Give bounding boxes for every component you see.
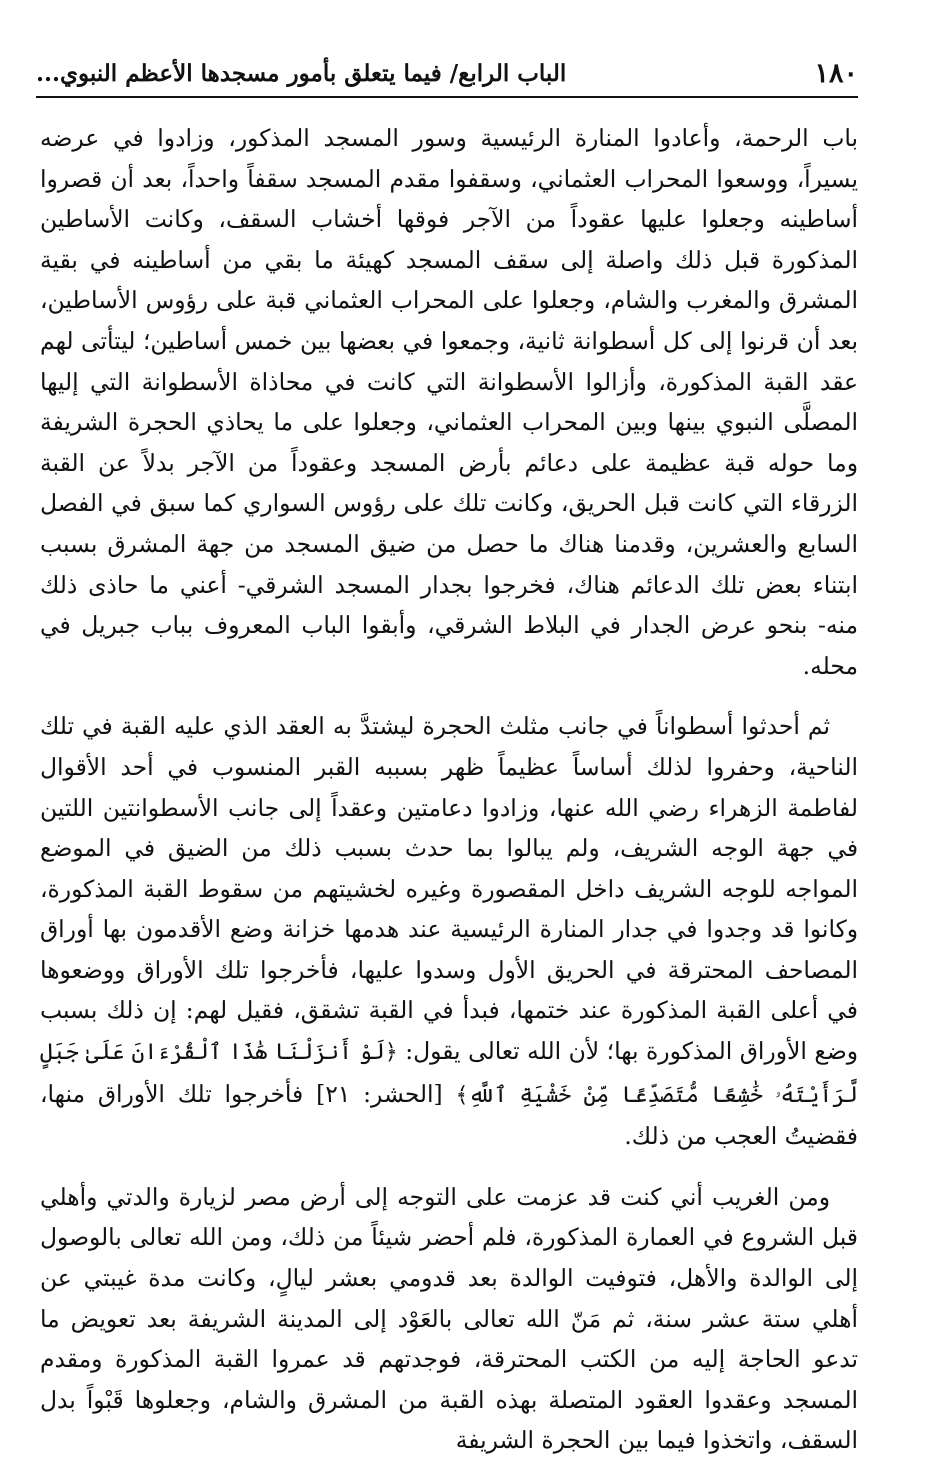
page-number: ١٨٠ [814, 58, 858, 89]
page-header [36, 50, 858, 98]
quran-verse: ﴿لَوْ أَنزَلْنَا هَٰذَا ٱلْقُرْءَانَ عَلَىٰ جَبَلٍ لَّرَأَيْتَهُۥ خَٰشِعًا مُّتَصَدِّعًا مِّنْ خَشْيَةِ ٱللَّهِ﴾ [40, 1040, 859, 1108]
verse-citation: [الحشر: ٢١] [316, 1079, 443, 1108]
paragraph-2-text: ثم أحدثوا أسطواناً في جانب مثلث الحجرة ليشتدَّ به العقد الذي عليه القبة في تلك الناحية، وحفروا لذلك أساساً عظيماً ظهر بسببه القبر المنسوب في أحد الأقوال لفاطمة الزهراء رضي الله عنها، وزادوا دعامتين وعقداً إلى جانب الأسطوانتين اللتين في جهة الوجه الشريف، ولم يبالوا بما حدث بسبب ذلك من الضيق في الموضع المواجه للوجه الشريف داخل المقصورة وغيره لخشيتهم من سقوط القبة المذكورة، وكانوا قد وجدوا في جدار المنارة الرئيسية عند هدمها خزانة وضع الأقدمون بها أوراق المصاحف المحترقة في الحريق الأول وسدوا عليها، فأخرجوا تلك الأوراق ووضعوها في أعلى القبة المذكورة عند ختمها، فبدأ في القبة تشقق، فقيل لهم: إن ذلك بسبب وضع الأوراق المذكورة بها؛ لأن الله تعالى يقول: [40, 712, 858, 1066]
paragraph-2 [40, 706, 858, 1157]
body-text [40, 118, 858, 1461]
running-title: الباب الرابع/ فيما يتعلق بأمور مسجدها الأعظم النبوي... [36, 60, 567, 87]
paragraph-2-conclusion: فأخرجوا تلك الأوراق منها، فقضيتُ العجب من ذلك. [40, 1079, 858, 1151]
paragraph-1: باب الرحمة، وأعادوا المنارة الرئيسية وسور المسجد المذكور، وزادوا في عرضه يسيراً، ووسعوا المحراب العثماني، وسقفوا مقدم المسجد سقفاً واحداً، بعد أن قصروا أساطينه وجعلوا عليها عقوداً من الآجر فوقها أخشاب السقف، وكانت الأساطين المذكورة قبل ذلك واصلة إلى سقف المسجد كهيئة ما بقي من أساطينه في بقية المشرق والمغرب والشام، وجعلوا على المحراب العثماني قبة على رؤوس الأساطين، بعد أن قرنوا إلى كل أسطوانة ثانية، وجمعوا في بعضها بين خمس أساطين؛ ليتأتى لهم عقد القبة المذكورة، وأزالوا الأسطوانة التي كانت في محاذاة الأسطوانة التي إليها المصلَّى النبوي بينها وبين المحراب العثماني، وجعلوا على ما يحاذي الحجرة الشريفة وما حوله قبة عظيمة على دعائم بأرض المسجد وعقوداً من الآجر بدلاً عن القبة الزرقاء التي كانت قبل الحريق، وكانت تلك على رؤوس السواري كما سبق في الفصل السابع والعشرين، وقدمنا هناك ما حصل من ضيق المسجد من جهة المشرق بسبب ابتناء بعض تلك الدعائم هناك، فخرجوا بجدار المسجد الشرقي- أعني ما حاذى ذلك منه- بنحو عرض الجدار في البلاط الشرقي، وأبقوا الباب المعروف بباب جبريل في محله. [40, 124, 858, 680]
paragraph-3: ومن الغريب أني كنت قد عزمت على التوجه إلى أرض مصر لزيارة والدتي وأهلي قبل الشروع في العمارة المذكورة، فلم أحضر شيئاً من ذلك، ومن الله تعالى بالوصول إلى الوالدة والأهل، فتوفيت الوالدة بعد قدومي بعشر ليالٍ، وكانت مدة غيبتي عن أهلي ستة عشر سنة، ثم مَنّ الله تعالى بالعَوْد إلى المدينة الشريفة بعد تعويض ما تدعو الحاجة إليه من الكتب المحترقة، فوجدتهم قد عمروا القبة المذكورة ومقدم المسجد وعقدوا العقود المتصلة بهذه القبة من المشرق والشام، وجعلوها قَبْواً بدل السقف، واتخذوا فيما بين الحجرة الشريفة [40, 1182, 858, 1455]
